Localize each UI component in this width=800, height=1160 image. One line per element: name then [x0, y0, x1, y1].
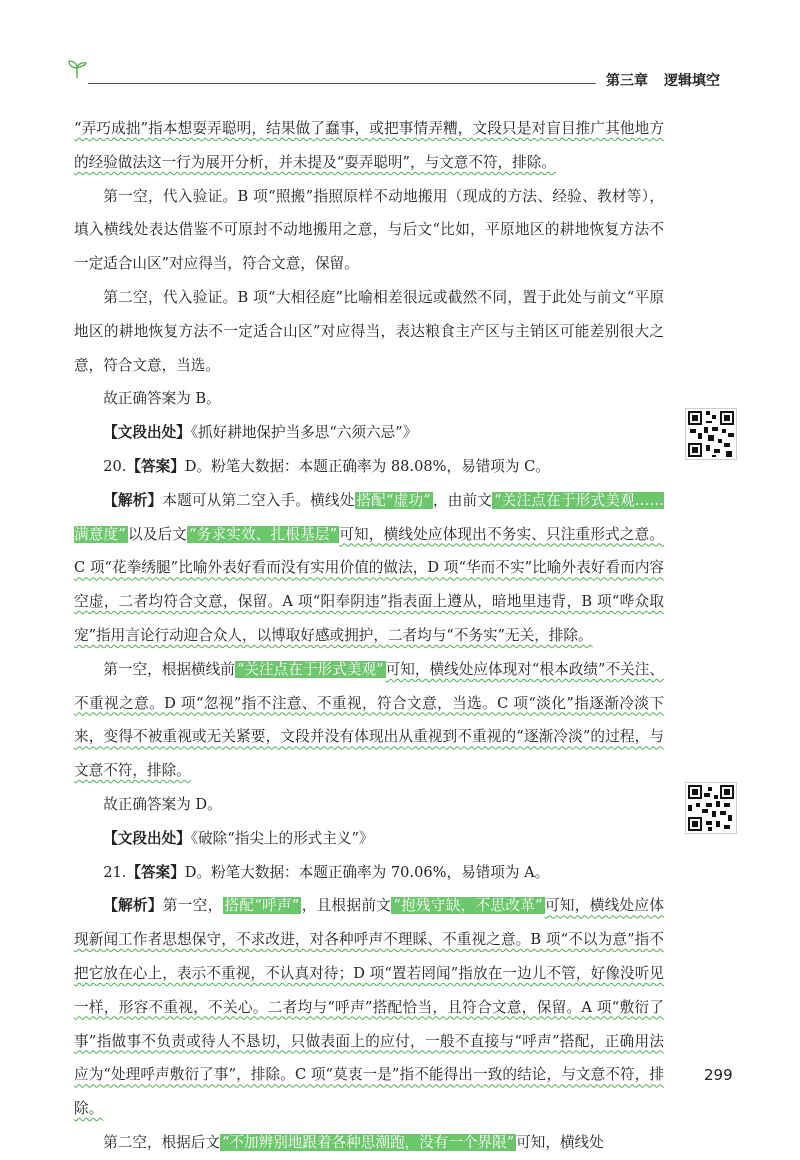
answer-label: 【答案】 [126, 863, 185, 881]
source-label: 【文段出处】 [103, 829, 191, 847]
answer-text: D。粉笔大数据：本题正确率为 88.08%，易错项为 C。 [184, 457, 550, 475]
leaf-icon [66, 58, 88, 80]
paragraph-text: 第二空，代入验证。B 项“大相径庭”比喻相差很远或截然不同，置于此处与前文“平原地区的耕地恢复方法不一定适合山区”对应得当，表达粮食主产区与主销区可能差别很大之意，符合文意，当选。 [74, 288, 664, 374]
highlight: “务求实效、扎根基层” [189, 525, 338, 543]
analysis-text: 以及后文 [127, 525, 188, 543]
source-text: 《抓好耕地保护当多思“六须六忌”》 [190, 424, 418, 442]
highlight: 搭配“虚功” [356, 491, 431, 509]
paragraph [74, 788, 664, 822]
analysis-label: 【解析】 [103, 491, 163, 509]
highlight: “关注点在于形式美观……满意度” [74, 491, 664, 543]
analysis-text: ，且根据前文 [301, 897, 392, 915]
analysis-text: 可知，横线处应体现新闻工作者思想保守，不求改进，对各种呼声不理睬、不重视之意。B 项“不以为意”指不把它放在心上，表示不重视，不认真对待；D 项“置若罔闻”指放在一边儿不管，好像没听见一样，形容不重视，不关心。二者均与“呼声”搭配恰当，且符合文意，保留。A 项“敷衍了事”指做事不负责或待人不恳切，只做表面上的应付，一般不直接与“呼声”搭配，正确用法应为“处理呼声敷衍了事”，排除。C 项“莫衷一是”指不能得出一致的结论，与文意不符，排除。 [74, 897, 664, 1118]
question-answer [74, 856, 664, 890]
paragraph [74, 653, 664, 788]
highlight: “抱残守缺，不思改革” [393, 897, 543, 915]
paragraph [74, 112, 664, 180]
paragraph-text: 第一空，根据横线前 [103, 660, 235, 678]
paragraph-text: “弄巧成拙”指本想耍弄聪明，结果做了蠢事，或把事情弄糟，文段只是对盲目推广其他地方的经验做法这一行为展开分析，并未提及“耍弄聪明”，与文意不符，排除。 [74, 120, 664, 171]
paragraph-text: 第二空，根据后文 [103, 1133, 220, 1151]
answer-text: D。粉笔大数据：本题正确率为 70.06%，易错项为 A。 [184, 863, 550, 881]
answer-label: 【答案】 [126, 457, 185, 475]
analysis-text: 本题可从第二空入手。横线处 [162, 491, 355, 509]
analysis-label: 【解析】 [103, 897, 163, 915]
section-label: 逻辑填空 [664, 73, 720, 89]
page-body [74, 112, 664, 1160]
header-title [606, 70, 720, 90]
chapter-label: 第三章 [606, 73, 648, 89]
paragraph-text: 可知，横线处 [516, 1133, 604, 1151]
paragraph [74, 1126, 664, 1160]
qr-code-icon[interactable] [685, 782, 737, 834]
page-header [0, 58, 800, 98]
header-rule [88, 83, 596, 84]
question-answer [74, 450, 664, 484]
source-paragraph [74, 416, 664, 450]
analysis-paragraph [74, 889, 664, 1126]
page-number: 299 [704, 1066, 733, 1084]
question-number: 21. [103, 863, 127, 881]
highlight: “不加辨别地跟着各种思潮跑，没有一个界限” [221, 1133, 515, 1151]
highlight: “关注点在于形式美观” [236, 660, 384, 678]
paragraph-text: 第一空，代入验证。B 项“照搬”指照原样不动地搬用（现成的方法、经验、教材等），填入横线处表达借鉴不可原封不动地搬用之意，与后文“比如，平原地区的耕地恢复方法不一定适合山区”对应得当，符合文意，保留。 [74, 187, 664, 273]
source-text: 《破除“指尖上的形式主义”》 [190, 829, 374, 847]
analysis-text: ，由前文 [432, 491, 493, 509]
answer-conclusion: 故正确答案为 B。 [103, 390, 221, 408]
analysis-text: 可知，横线处应体现出不务实、只注重形式之意。C 项“花拳绣腿”比喻外表好看而没有实用价值的做法，D 项“华而不实”比喻外表好看而内容空虚，二者均符合文意，保留。A 项“阳奉阴违”指表面上遵从，暗地里违背，B 项“哗众取宠”指用言论行动迎合众人，以博取好感或拥护，二者均与“不务实”无关，排除。 [74, 525, 664, 644]
paragraph [74, 180, 664, 281]
paragraph [74, 382, 664, 416]
analysis-text: 第一空， [162, 897, 223, 915]
question-number: 20. [103, 457, 127, 475]
paragraph [74, 281, 664, 382]
qr-code-icon[interactable] [685, 408, 737, 460]
answer-conclusion: 故正确答案为 D。 [103, 795, 222, 813]
source-paragraph [74, 822, 664, 856]
paragraph-text: 可知，横线处应体现对“根本政绩”不关注、不重视之意。D 项“忽视”指不注意、不重视，符合文意，当选。C 项“淡化”指逐渐冷淡下来，变得不被重视或无关紧要，文段并没有体现出从重视到不重视的“逐渐冷淡”的过程，与文意不符，排除。 [74, 660, 664, 780]
source-label: 【文段出处】 [103, 424, 191, 442]
highlight: 搭配“呼声” [224, 897, 300, 915]
analysis-paragraph [74, 484, 664, 653]
